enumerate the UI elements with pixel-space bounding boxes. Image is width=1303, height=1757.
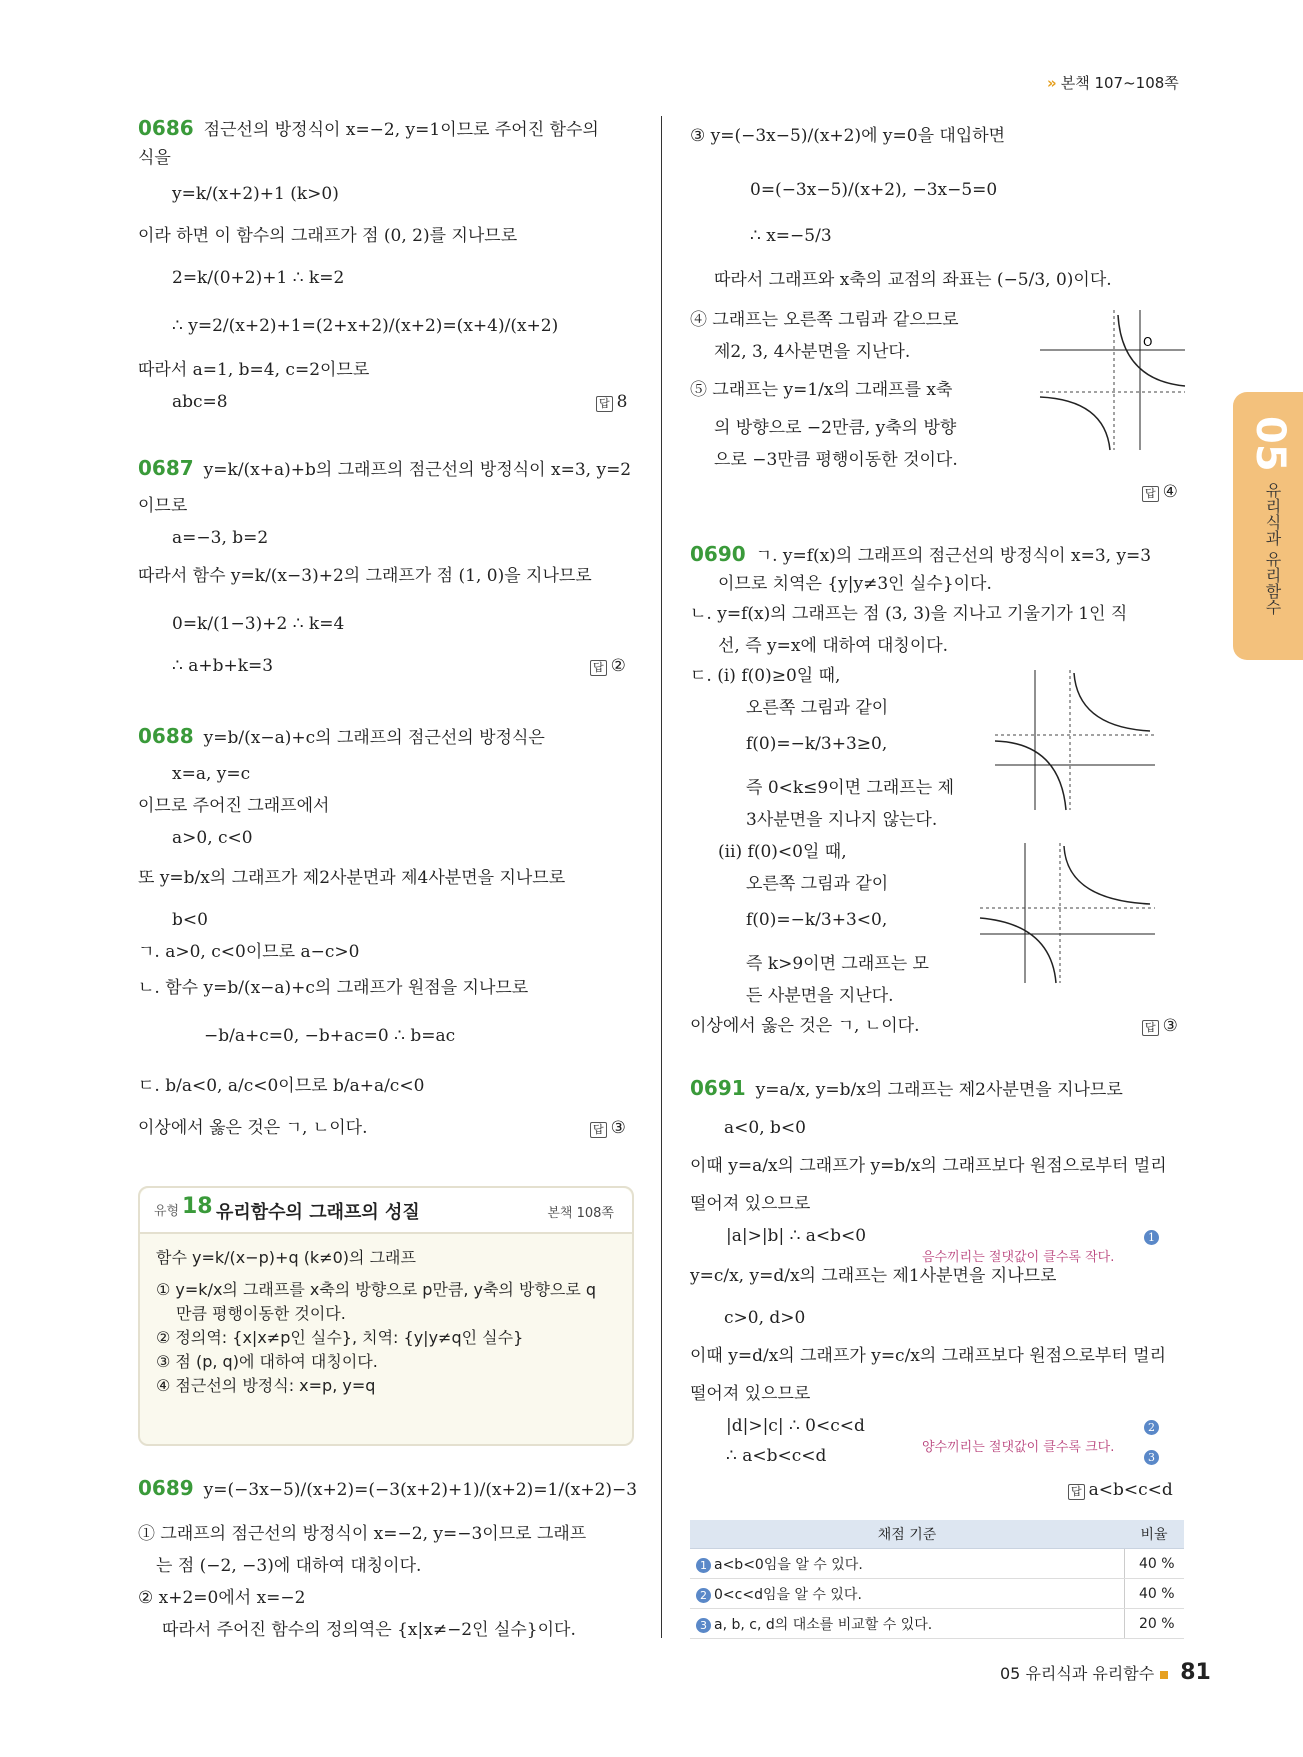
text-line: 떨어져 있으므로 xyxy=(690,1194,811,1214)
text-line: ㄷ. b/a<0, a/c<0이므로 b/a+a/c<0 xyxy=(138,1076,425,1096)
text-line: ㄱ. y=f(x)의 그래프의 점근선의 방정식이 x=3, y=3 xyxy=(755,546,1152,566)
type-number: 18 xyxy=(182,1194,213,1219)
text-line: ㄴ. 함수 y=b/(x−a)+c의 그래프가 원점을 지나므로 xyxy=(138,978,529,998)
criteria-text: 0<c<d임을 알 수 있다. xyxy=(714,1586,862,1603)
answer-mark-icon: 답 xyxy=(1142,1020,1159,1036)
type-label: 유형 xyxy=(154,1204,180,1219)
answer-value: 8 xyxy=(616,392,628,412)
problem-number: 0687 xyxy=(138,456,194,480)
step-marker xyxy=(1144,1446,1159,1467)
problem-number: 0689 xyxy=(138,1476,194,1500)
answer xyxy=(1142,482,1178,503)
answer-mark-icon: 답 xyxy=(590,660,607,676)
criteria-cell xyxy=(690,1549,1124,1579)
formula: c>0, d>0 xyxy=(724,1308,806,1328)
problem-number: 0691 xyxy=(690,1076,746,1100)
problem-number: 0690 xyxy=(690,542,746,566)
concept-box-body xyxy=(156,1246,596,1398)
criteria-cell xyxy=(690,1579,1124,1609)
text-line: 즉 0<k≤9이면 그래프는 제 xyxy=(746,778,955,798)
table-header-ratio: 비율 xyxy=(1124,1520,1184,1549)
answer xyxy=(590,656,626,677)
text-line: ③ y=(−3x−5)/(x+2)에 y=0을 대입하면 xyxy=(690,126,1006,146)
formula: 2=k/(0+2)+1 ∴ k=2 xyxy=(172,268,345,288)
step-1-icon: 1 xyxy=(1144,1230,1159,1245)
text-line: 이므로 주어진 그래프에서 xyxy=(138,796,330,816)
text-line: 오른쪽 그림과 같이 xyxy=(746,874,889,894)
text-line: 으로 −3만큼 평행이동한 것이다. xyxy=(714,450,958,470)
column-divider xyxy=(661,116,662,1638)
table-row xyxy=(690,1609,1184,1639)
formula: 0=(−3x−5)/(x+2), −3x−5=0 xyxy=(750,180,998,200)
step-3-icon: 3 xyxy=(1144,1450,1159,1465)
graph-0690-i xyxy=(990,665,1160,815)
formula: b<0 xyxy=(172,910,208,930)
criteria-cell xyxy=(690,1609,1124,1639)
graph-0690-ii xyxy=(975,838,1160,988)
text-line: 즉 k>9이면 그래프는 모 xyxy=(746,954,929,974)
text-line: 따라서 주어진 함수의 정의역은 {x|x≠−2인 실수}이다. xyxy=(162,1620,576,1640)
formula: |a|>|b| ∴ a<b<0 xyxy=(726,1226,867,1246)
text-line: ㄴ. y=f(x)의 그래프는 점 (3, 3)을 지나고 기울기가 1인 직 xyxy=(690,604,1128,624)
concept-line: ① y=k/x의 그래프를 x축의 방향으로 p만큼, y축의 방향으로 q xyxy=(156,1280,597,1299)
text-line: ㄱ. a>0, c<0이므로 a−c>0 xyxy=(138,942,360,962)
step-marker xyxy=(1144,1416,1159,1437)
step-2-icon: 2 xyxy=(1144,1420,1159,1435)
ratio-cell: 20 % xyxy=(1124,1609,1184,1639)
answer xyxy=(1142,1016,1178,1037)
text-line: y=k/(x+a)+b의 그래프의 점근선의 방정식이 x=3, y=2 xyxy=(203,460,632,480)
formula: ∴ y=2/(x+2)+1=(2+x+2)/(x+2)=(x+4)/(x+2) xyxy=(172,316,559,336)
formula: y=k/(x+2)+1 (k>0) xyxy=(172,184,339,204)
formula: f(0)=−k/3+3≥0, xyxy=(746,734,888,754)
graph-curve-right xyxy=(1074,673,1150,731)
concept-line: 함수 y=k/(x−p)+q (k≠0)의 그래프 xyxy=(156,1248,416,1267)
formula: a<0, b<0 xyxy=(724,1118,806,1138)
answer-mark-icon: 답 xyxy=(1142,486,1159,502)
page-number: 81 xyxy=(1180,1660,1211,1685)
answer-mark-icon: 답 xyxy=(596,396,613,412)
chapter-title: 유리식과 유리함수 xyxy=(1263,482,1282,616)
text-line: 이때 y=a/x의 그래프가 y=b/x의 그래프보다 원점으로부터 멀리 xyxy=(690,1156,1167,1176)
answer xyxy=(590,1118,626,1139)
table-row xyxy=(690,1549,1184,1579)
scoring-table xyxy=(690,1520,1184,1639)
step-number-icon: 1 xyxy=(696,1558,711,1573)
answer-value: ③ xyxy=(1162,1016,1178,1036)
text-line: y=c/x, y=d/x의 그래프는 제1사분면을 지나므로 xyxy=(690,1266,1057,1286)
text-line: ① 그래프의 점근선의 방정식이 x=−2, y=−3이므로 그래프 xyxy=(138,1524,587,1544)
graph-0689 xyxy=(1000,300,1190,460)
answer-value: ④ xyxy=(1162,482,1178,502)
answer-mark-icon: 답 xyxy=(1068,1484,1085,1500)
origin-label: O xyxy=(1143,335,1153,349)
page-reference xyxy=(1047,72,1179,93)
text-line: (ⅱ) f(0)<0일 때, xyxy=(718,842,847,862)
text-line: 이므로 치역은 {y|y≠3인 실수}이다. xyxy=(718,574,992,594)
formula: a>0, c<0 xyxy=(172,828,253,848)
ratio-cell: 40 % xyxy=(1124,1579,1184,1609)
problem-number: 0688 xyxy=(138,724,194,748)
text-line: 든 사분면을 지난다. xyxy=(746,986,894,1006)
criteria-text: a<b<0임을 알 수 있다. xyxy=(714,1556,863,1573)
graph-curve-left xyxy=(980,918,1056,983)
text-line: y=a/x, y=b/x의 그래프는 제2사분면을 지나므로 xyxy=(755,1080,1123,1100)
graph-curve-right xyxy=(1064,846,1150,904)
text-line: 이상에서 옳은 것은 ㄱ, ㄴ이다. xyxy=(138,1118,368,1138)
text-line: 또 y=b/x의 그래프가 제2사분면과 제4사분면을 지나므로 xyxy=(138,868,566,888)
concept-line: ② 정의역: {x|x≠p인 실수}, 치역: {y|y≠q인 실수} xyxy=(156,1328,524,1347)
problem-number: 0686 xyxy=(138,116,194,140)
page-reference-text: 본책 107~108쪽 xyxy=(1060,74,1179,92)
answer-value: ② xyxy=(610,656,626,676)
text-line: 는 점 (−2, −3)에 대하여 대칭이다. xyxy=(156,1556,422,1576)
text-line: 선, 즉 y=x에 대하여 대칭이다. xyxy=(718,636,949,656)
graph-curve-left xyxy=(1040,397,1110,450)
ratio-cell: 40 % xyxy=(1124,1549,1184,1579)
text-line: 3사분면을 지나지 않는다. xyxy=(746,810,938,830)
formula: a=−3, b=2 xyxy=(172,528,269,548)
formula: f(0)=−k/3+3<0, xyxy=(746,910,888,930)
concept-line: 만큼 평행이동한 것이다. xyxy=(176,1304,346,1323)
text-line: 식을 xyxy=(138,148,171,168)
text-line: y=b/(x−a)+c의 그래프의 점근선의 방정식은 xyxy=(203,728,545,748)
text-line: 제2, 3, 4사분면을 지난다. xyxy=(714,342,911,362)
text-line: 이때 y=d/x의 그래프가 y=c/x의 그래프보다 원점으로부터 멀리 xyxy=(690,1346,1167,1366)
table-header-criteria: 채점 기준 xyxy=(690,1520,1124,1549)
formula: ∴ a<b<c<d xyxy=(726,1446,827,1466)
text-line: ② x+2=0에서 x=−2 xyxy=(138,1588,306,1608)
chapter-number: 05 xyxy=(1247,416,1293,472)
annotation: 음수끼리는 절댓값이 클수록 작다. xyxy=(922,1250,1115,1265)
step-marker xyxy=(1144,1226,1159,1247)
table-row xyxy=(690,1579,1184,1609)
formula: −b/a+c=0, −b+ac=0 ∴ b=ac xyxy=(204,1026,456,1046)
concept-box xyxy=(138,1186,634,1446)
step-number-icon: 2 xyxy=(696,1588,711,1603)
chevron-icon: » xyxy=(1047,74,1057,92)
answer xyxy=(1068,1480,1173,1501)
text-line: 점근선의 방정식이 x=−2, y=1이므로 주어진 함수의 xyxy=(203,120,599,140)
formula: y=(−3x−5)/(x+2)=(−3(x+2)+1)/(x+2)=1/(x+2)−3 xyxy=(203,1480,638,1500)
answer xyxy=(596,392,627,413)
text-line: 오른쪽 그림과 같이 xyxy=(746,698,889,718)
answer-value: ③ xyxy=(610,1118,626,1138)
answer-value: a<b<c<d xyxy=(1088,1480,1173,1500)
concept-line: ④ 점근선의 방정식: x=p, y=q xyxy=(156,1376,376,1395)
text-line: 따라서 그래프와 x축의 교점의 좌표는 (−5/3, 0)이다. xyxy=(714,270,1112,290)
footer-chapter: 05 유리식과 유리함수 xyxy=(1000,1664,1155,1683)
concept-line: ③ 점 (p, q)에 대하여 대칭이다. xyxy=(156,1352,378,1371)
annotation: 양수끼리는 절댓값이 클수록 크다. xyxy=(922,1440,1115,1455)
text-line: 이상에서 옳은 것은 ㄱ, ㄴ이다. xyxy=(690,1016,920,1036)
text-line: 따라서 a=1, b=4, c=2이므로 xyxy=(138,360,370,380)
text-line: ⑤ 그래프는 y=1/x의 그래프를 x축 xyxy=(690,380,953,400)
criteria-text: a, b, c, d의 대소를 비교할 수 있다. xyxy=(714,1616,933,1633)
text-line: 이므로 xyxy=(138,496,188,516)
text-line: 떨어져 있으므로 xyxy=(690,1384,811,1404)
text-line: ④ 그래프는 오른쪽 그림과 같으므로 xyxy=(690,310,959,330)
text-line: 의 방향으로 −2만큼, y축의 방향 xyxy=(714,418,957,438)
answer-mark-icon: 답 xyxy=(590,1122,607,1138)
concept-box-header xyxy=(140,1188,632,1234)
text-line: 따라서 함수 y=k/(x−3)+2의 그래프가 점 (1, 0)을 지나므로 xyxy=(138,566,592,586)
formula: |d|>|c| ∴ 0<c<d xyxy=(726,1416,865,1436)
text-line: ㄷ. (ⅰ) f(0)≥0일 때, xyxy=(690,666,841,686)
footer-square-icon xyxy=(1160,1671,1168,1679)
chapter-tab xyxy=(1233,392,1303,660)
page-footer xyxy=(1000,1660,1211,1685)
type-title: 유리함수의 그래프의 성질 xyxy=(216,1202,420,1223)
formula: ∴ x=−5/3 xyxy=(750,226,832,246)
formula: ∴ a+b+k=3 xyxy=(172,656,274,676)
formula: 0=k/(1−3)+2 ∴ k=4 xyxy=(172,614,345,634)
step-number-icon: 3 xyxy=(696,1618,711,1633)
graph-curve-left xyxy=(995,741,1066,810)
text-line: 이라 하면 이 함수의 그래프가 점 (0, 2)를 지나므로 xyxy=(138,226,518,246)
formula: abc=8 xyxy=(172,392,228,412)
formula: x=a, y=c xyxy=(172,764,251,784)
type-reference: 본책 108쪽 xyxy=(547,1206,614,1221)
